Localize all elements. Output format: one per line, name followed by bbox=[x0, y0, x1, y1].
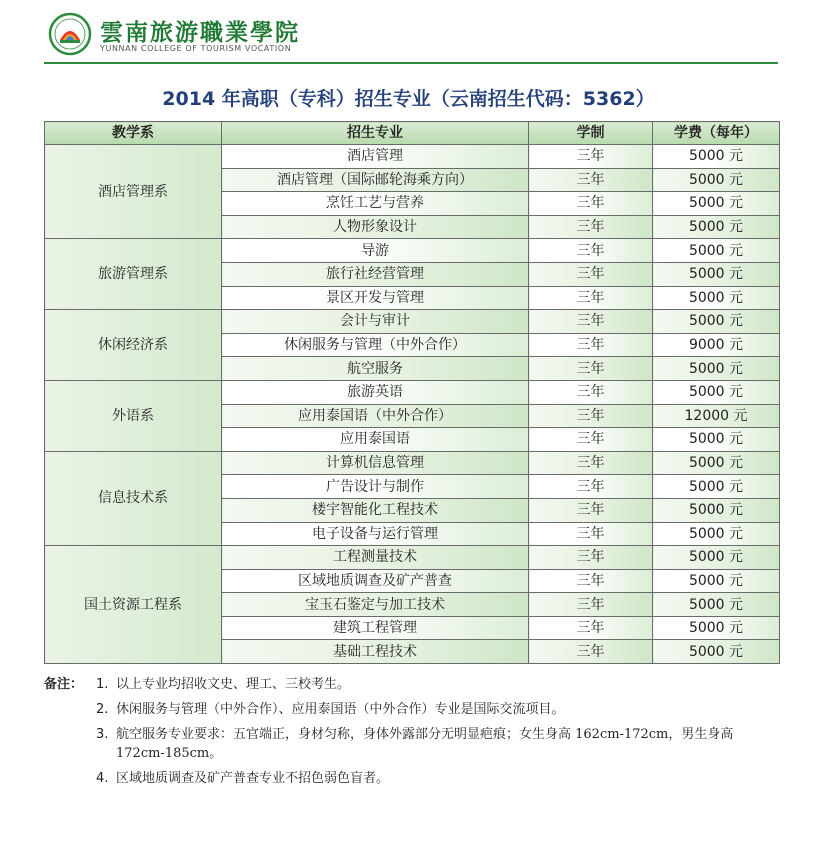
fee-cell: 5000 元 bbox=[653, 168, 780, 192]
column-header: 学费（每年） bbox=[653, 122, 780, 145]
fee-cell: 5000 元 bbox=[653, 357, 780, 381]
note-text: 航空服务专业要求：五官端正，身材匀称，身体外露部分无明显疤痕；女生身高 162cm-172cm，男生身高 172cm-185cm。 bbox=[116, 727, 734, 761]
major-cell: 酒店管理 bbox=[222, 145, 529, 169]
note-text: 区域地质调查及矿产普查专业不招色弱色盲者。 bbox=[116, 771, 390, 786]
major-cell: 电子设备与运行管理 bbox=[222, 522, 529, 546]
column-header: 学制 bbox=[529, 122, 653, 145]
major-cell: 烹饪工艺与营养 bbox=[222, 192, 529, 216]
major-cell: 休闲服务与管理（中外合作） bbox=[222, 333, 529, 357]
fee-cell: 5000 元 bbox=[653, 192, 780, 216]
table-row bbox=[45, 546, 780, 570]
duration-cell: 三年 bbox=[529, 192, 653, 216]
fee-cell: 5000 元 bbox=[653, 145, 780, 169]
duration-cell: 三年 bbox=[529, 640, 653, 664]
major-cell: 计算机信息管理 bbox=[222, 451, 529, 475]
fee-cell: 5000 元 bbox=[653, 593, 780, 617]
major-cell: 应用泰国语 bbox=[222, 428, 529, 452]
major-cell: 楼宇智能化工程技术 bbox=[222, 498, 529, 522]
table-body bbox=[45, 145, 780, 664]
fee-cell: 5000 元 bbox=[653, 451, 780, 475]
duration-cell: 三年 bbox=[529, 498, 653, 522]
major-cell: 广告设计与制作 bbox=[222, 475, 529, 499]
table-row bbox=[45, 451, 780, 475]
major-cell: 宝玉石鉴定与加工技术 bbox=[222, 593, 529, 617]
fee-cell: 5000 元 bbox=[653, 522, 780, 546]
duration-cell: 三年 bbox=[529, 145, 653, 169]
note-number: 4. bbox=[96, 771, 109, 786]
fee-cell: 5000 元 bbox=[653, 616, 780, 640]
header-divider bbox=[44, 62, 778, 64]
major-cell: 基础工程技术 bbox=[222, 640, 529, 664]
fee-cell: 5000 元 bbox=[653, 546, 780, 570]
duration-cell: 三年 bbox=[529, 522, 653, 546]
fee-cell: 5000 元 bbox=[653, 262, 780, 286]
department-cell: 外语系 bbox=[45, 380, 222, 451]
duration-cell: 三年 bbox=[529, 215, 653, 239]
fee-cell: 5000 元 bbox=[653, 286, 780, 310]
page-header bbox=[0, 0, 817, 70]
school-logo-icon bbox=[48, 12, 92, 56]
major-cell: 航空服务 bbox=[222, 357, 529, 381]
fee-cell: 5000 元 bbox=[653, 310, 780, 334]
fee-cell: 5000 元 bbox=[653, 428, 780, 452]
school-name-en: YUNNAN COLLEGE OF TOURISM VOCATION bbox=[100, 44, 292, 53]
duration-cell: 三年 bbox=[529, 546, 653, 570]
note-number: 1. bbox=[96, 677, 109, 692]
major-cell: 工程测量技术 bbox=[222, 546, 529, 570]
duration-cell: 三年 bbox=[529, 168, 653, 192]
notes-section bbox=[44, 675, 784, 794]
note-item bbox=[44, 769, 784, 788]
column-header: 招生专业 bbox=[222, 122, 529, 145]
department-cell: 旅游管理系 bbox=[45, 239, 222, 310]
duration-cell: 三年 bbox=[529, 286, 653, 310]
duration-cell: 三年 bbox=[529, 616, 653, 640]
table-row bbox=[45, 380, 780, 404]
department-cell: 酒店管理系 bbox=[45, 145, 222, 239]
department-cell: 信息技术系 bbox=[45, 451, 222, 545]
note-item bbox=[44, 725, 784, 763]
major-cell: 旅游英语 bbox=[222, 380, 529, 404]
major-cell: 旅行社经营管理 bbox=[222, 262, 529, 286]
major-cell: 建筑工程管理 bbox=[222, 616, 529, 640]
fee-cell: 5000 元 bbox=[653, 215, 780, 239]
page-title: 2014 年高职（专科）招生专业（云南招生代码：5362） bbox=[162, 88, 655, 110]
duration-cell: 三年 bbox=[529, 569, 653, 593]
table-header-row bbox=[45, 122, 780, 145]
major-cell: 区域地质调查及矿产普查 bbox=[222, 569, 529, 593]
school-name: 雲南旅游職業學院 bbox=[100, 19, 300, 46]
fee-cell: 9000 元 bbox=[653, 333, 780, 357]
column-header: 教学系 bbox=[45, 122, 222, 145]
admissions-table bbox=[44, 121, 780, 664]
major-cell: 会计与审计 bbox=[222, 310, 529, 334]
fee-cell: 5000 元 bbox=[653, 475, 780, 499]
duration-cell: 三年 bbox=[529, 310, 653, 334]
duration-cell: 三年 bbox=[529, 475, 653, 499]
duration-cell: 三年 bbox=[529, 380, 653, 404]
major-cell: 导游 bbox=[222, 239, 529, 263]
duration-cell: 三年 bbox=[529, 404, 653, 428]
major-cell: 景区开发与管理 bbox=[222, 286, 529, 310]
note-item bbox=[44, 675, 784, 694]
note-item bbox=[44, 700, 784, 719]
note-number: 2. bbox=[96, 702, 109, 717]
table-row bbox=[45, 239, 780, 263]
fee-cell: 5000 元 bbox=[653, 380, 780, 404]
duration-cell: 三年 bbox=[529, 451, 653, 475]
duration-cell: 三年 bbox=[529, 357, 653, 381]
duration-cell: 三年 bbox=[529, 239, 653, 263]
fee-cell: 5000 元 bbox=[653, 640, 780, 664]
fee-cell: 5000 元 bbox=[653, 498, 780, 522]
duration-cell: 三年 bbox=[529, 262, 653, 286]
fee-cell: 12000 元 bbox=[653, 404, 780, 428]
duration-cell: 三年 bbox=[529, 593, 653, 617]
note-text: 以上专业均招收文史、理工、三校考生。 bbox=[116, 677, 351, 692]
department-cell: 休闲经济系 bbox=[45, 310, 222, 381]
duration-cell: 三年 bbox=[529, 428, 653, 452]
note-number: 3. bbox=[96, 727, 109, 742]
note-text: 休闲服务与管理（中外合作）、应用泰国语（中外合作）专业是国际交流项目。 bbox=[116, 702, 565, 717]
notes-label: 备注： bbox=[44, 677, 84, 692]
major-cell: 酒店管理（国际邮轮海乘方向） bbox=[222, 168, 529, 192]
duration-cell: 三年 bbox=[529, 333, 653, 357]
table-row bbox=[45, 310, 780, 334]
fee-cell: 5000 元 bbox=[653, 569, 780, 593]
department-cell: 国土资源工程系 bbox=[45, 546, 222, 664]
fee-cell: 5000 元 bbox=[653, 239, 780, 263]
major-cell: 人物形象设计 bbox=[222, 215, 529, 239]
major-cell: 应用泰国语（中外合作） bbox=[222, 404, 529, 428]
table-row bbox=[45, 145, 780, 169]
